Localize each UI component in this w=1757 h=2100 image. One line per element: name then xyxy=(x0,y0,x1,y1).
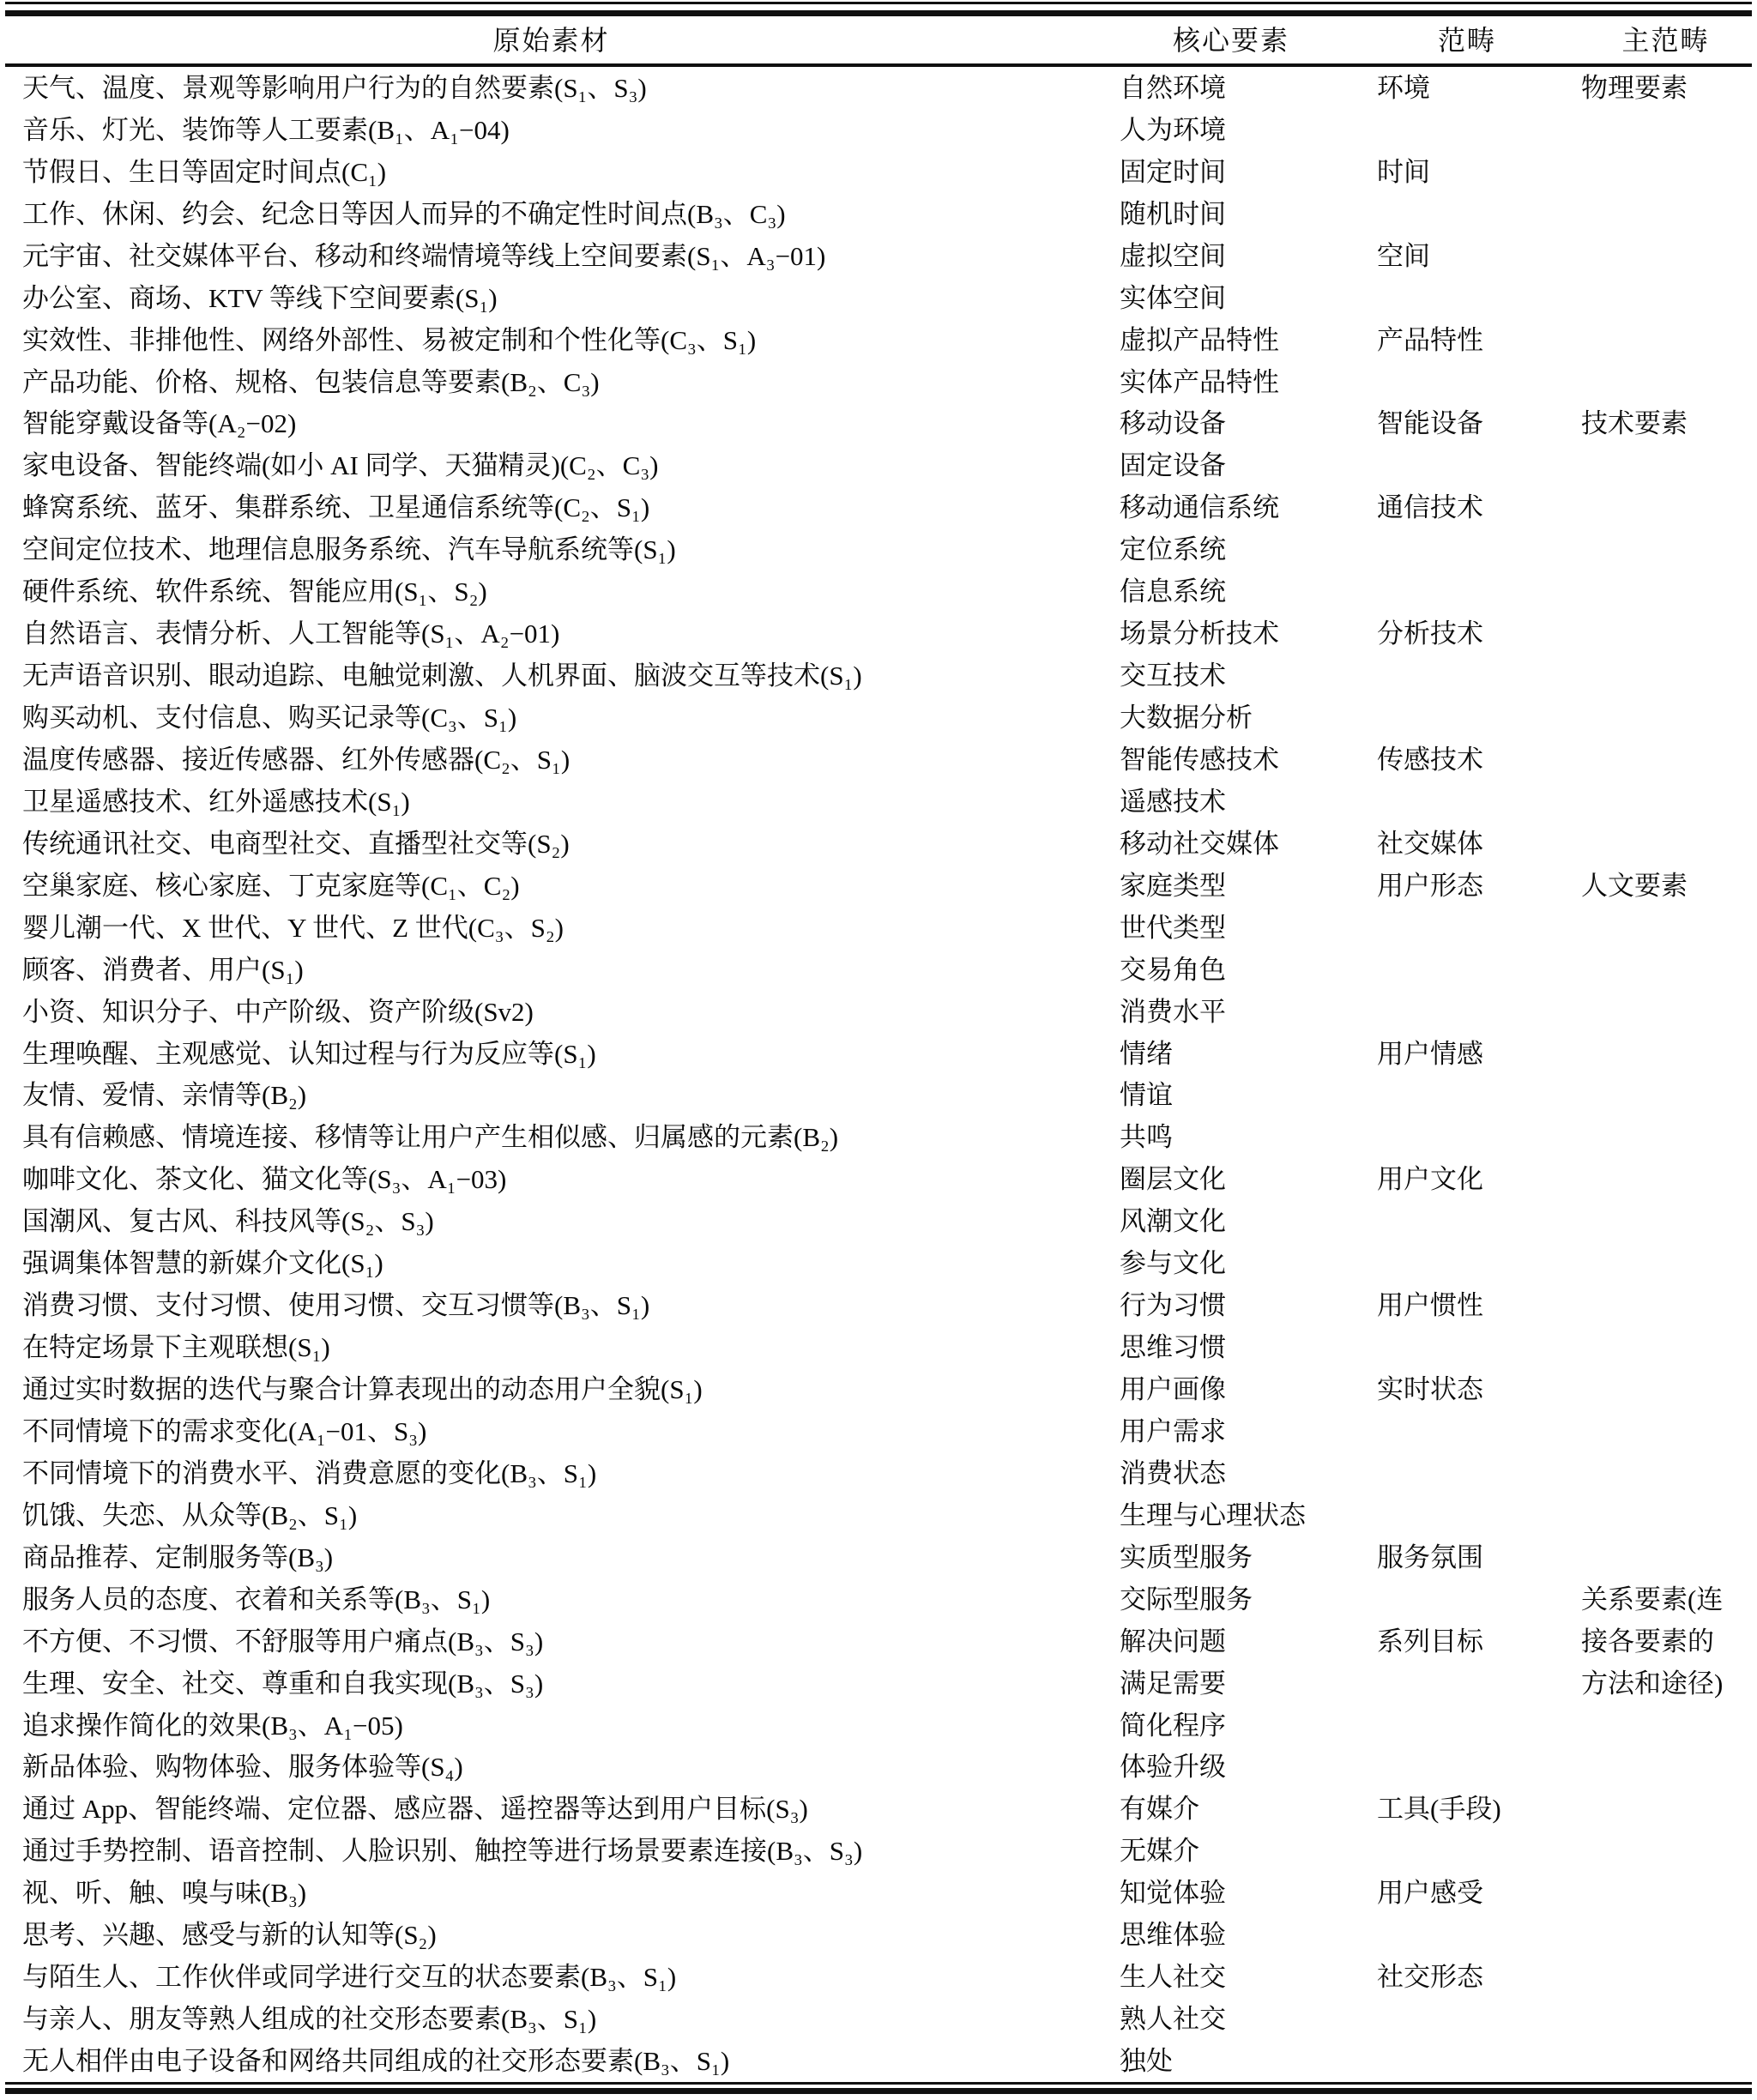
cell-core-element: 简化程序 xyxy=(1120,1710,1226,1741)
cell-core-element: 生人社交 xyxy=(1120,1962,1226,1993)
table-row xyxy=(0,1075,1757,1117)
cell-material: 温度传感器、接近传感器、红外传感器(C₂、S₁) xyxy=(22,744,571,775)
table-row xyxy=(0,1705,1757,1747)
cell-core-element: 解决问题 xyxy=(1120,1626,1226,1656)
table-row xyxy=(0,277,1757,319)
cell-core-element: 移动设备 xyxy=(1120,408,1226,439)
cell-material: 传统通讯社交、电商型社交、直播型社交等(S₂) xyxy=(22,828,570,859)
cell-material: 节假日、生日等固定时间点(C₁) xyxy=(22,156,387,187)
cell-core-element: 独处 xyxy=(1120,2046,1173,2077)
table-row xyxy=(0,739,1757,781)
cell-material: 购买动机、支付信息、购买记录等(C₃、S₁) xyxy=(22,703,517,733)
cell-material: 饥饿、失恋、从众等(B₂、S₁) xyxy=(22,1500,358,1530)
table-row xyxy=(0,991,1757,1033)
cell-core-element: 生理与心理状态 xyxy=(1120,1500,1306,1530)
cell-material: 婴儿潮一代、X 世代、Y 世代、Z 世代(C₃、S₂) xyxy=(22,912,564,943)
cell-category: 工具(手段) xyxy=(1377,1794,1501,1825)
table-row xyxy=(0,1326,1757,1368)
cell-material: 视、听、触、嗅与味(B₃) xyxy=(22,1878,307,1909)
cell-material: 产品功能、价格、规格、包装信息等要素(B₂、C₃) xyxy=(22,366,600,397)
cell-material: 天气、温度、景观等影响用户行为的自然要素(S₁、S₃) xyxy=(22,72,647,103)
table-bottom-rule-thick xyxy=(5,2088,1752,2094)
cell-material: 通过实时数据的迭代与聚合计算表现出的动态用户全貌(S₁) xyxy=(22,1374,703,1405)
cell-material: 思考、兴趣、感受与新的认知等(S₂) xyxy=(22,1920,437,1951)
table-row xyxy=(0,1662,1757,1705)
table-row xyxy=(0,1536,1757,1578)
cell-core-element: 定位系统 xyxy=(1120,534,1226,565)
cell-core-element: 世代类型 xyxy=(1120,912,1226,943)
cell-material: 咖啡文化、茶文化、猫文化等(S₃、A₁−03) xyxy=(22,1164,507,1195)
table-row xyxy=(0,1956,1757,1998)
cell-category: 空间 xyxy=(1377,240,1430,271)
cell-main-category: 人文要素 xyxy=(1581,870,1688,901)
cell-material: 与陌生人、工作伙伴或同学进行交互的状态要素(B₃、S₁) xyxy=(22,1962,677,1993)
cell-material: 商品推荐、定制服务等(B₃) xyxy=(22,1542,334,1572)
cell-material: 国潮风、复古风、科技风等(S₂、S₃) xyxy=(22,1206,434,1237)
cell-material: 蜂窝系统、蓝牙、集群系统、卫星通信系统等(C₂、S₁) xyxy=(22,492,650,523)
cell-core-element: 参与文化 xyxy=(1120,1248,1226,1279)
cell-material: 生理、安全、社交、尊重和自我实现(B₃、S₃) xyxy=(22,1668,544,1699)
cell-main-category: 物理要素 xyxy=(1581,72,1688,103)
cell-core-element: 风潮文化 xyxy=(1120,1206,1226,1237)
table-header-row xyxy=(0,15,1757,62)
table-row xyxy=(0,151,1757,193)
table-row xyxy=(0,1116,1757,1158)
table-row xyxy=(0,361,1757,403)
cell-core-element: 思维习惯 xyxy=(1120,1332,1226,1363)
cell-main-category: 方法和途径) xyxy=(1581,1668,1724,1699)
cell-core-element: 用户画像 xyxy=(1120,1374,1226,1405)
table-row xyxy=(0,1747,1757,1789)
cell-core-element: 满足需要 xyxy=(1120,1668,1226,1699)
cell-material: 通过手势控制、语音控制、人脸识别、触控等进行场景要素连接(B₃、S₃) xyxy=(22,1836,863,1867)
cell-category: 用户形态 xyxy=(1377,870,1483,901)
table-row xyxy=(0,1620,1757,1662)
cell-core-element: 智能传感技术 xyxy=(1120,744,1279,775)
cell-core-element: 交际型服务 xyxy=(1120,1584,1253,1614)
cell-category: 用户惯性 xyxy=(1377,1290,1483,1321)
cell-category: 时间 xyxy=(1377,156,1430,187)
table-bottom-rule-thin xyxy=(5,2082,1752,2085)
table-row xyxy=(0,949,1757,991)
table-row xyxy=(0,1494,1757,1536)
cell-core-element: 交互技术 xyxy=(1120,661,1226,691)
cell-category: 智能设备 xyxy=(1377,408,1483,439)
header-main-category: 主范畴 xyxy=(1621,25,1710,56)
cell-core-element: 大数据分析 xyxy=(1120,703,1253,733)
cell-core-element: 遥感技术 xyxy=(1120,786,1226,817)
cell-core-element: 情绪 xyxy=(1120,1038,1173,1069)
table-row xyxy=(0,823,1757,865)
cell-core-element: 自然环境 xyxy=(1120,72,1226,103)
cell-category: 实时状态 xyxy=(1377,1374,1483,1405)
cell-core-element: 消费状态 xyxy=(1120,1457,1226,1488)
table-row xyxy=(0,319,1757,361)
table-row xyxy=(0,1998,1757,2040)
table-row xyxy=(0,1410,1757,1452)
cell-core-element: 知觉体验 xyxy=(1120,1878,1226,1909)
table-row xyxy=(0,2040,1757,2082)
cell-core-element: 行为习惯 xyxy=(1120,1290,1226,1321)
cell-material: 实效性、非排他性、网络外部性、易被定制和个性化等(C₃、S₁) xyxy=(22,324,757,355)
cell-core-element: 无媒介 xyxy=(1120,1836,1199,1867)
cell-material: 顾客、消费者、用户(S₁) xyxy=(22,954,304,985)
cell-material: 具有信赖感、情境连接、移情等让用户产生相似感、归属感的元素(B₂) xyxy=(22,1122,839,1153)
cell-material: 办公室、商场、KTV 等线下空间要素(S₁) xyxy=(22,282,498,313)
cell-core-element: 信息系统 xyxy=(1120,576,1226,607)
cell-core-element: 交易角色 xyxy=(1120,954,1226,985)
cell-core-element: 移动通信系统 xyxy=(1120,492,1279,523)
cell-main-category: 技术要素 xyxy=(1581,408,1688,439)
cell-category: 分析技术 xyxy=(1377,619,1483,649)
cell-material: 智能穿戴设备等(A₂−02) xyxy=(22,408,297,439)
cell-material: 不同情境下的需求变化(A₁−01、S₃) xyxy=(22,1415,427,1446)
cell-core-element: 熟人社交 xyxy=(1120,2004,1226,2035)
cell-material: 追求操作简化的效果(B₃、A₁−05) xyxy=(22,1710,403,1741)
cell-category: 通信技术 xyxy=(1377,492,1483,523)
cell-category: 社交媒体 xyxy=(1377,828,1483,859)
cell-core-element: 实体产品特性 xyxy=(1120,366,1279,397)
table-row xyxy=(0,1368,1757,1410)
cell-material: 硬件系统、软件系统、智能应用(S₁、S₂) xyxy=(22,576,487,607)
cell-category: 产品特性 xyxy=(1377,324,1483,355)
cell-core-element: 移动社交媒体 xyxy=(1120,828,1279,859)
cell-material: 友情、爱情、亲情等(B₂) xyxy=(22,1080,307,1111)
cell-core-element: 用户需求 xyxy=(1120,1415,1226,1446)
cell-core-element: 圈层文化 xyxy=(1120,1164,1226,1195)
cell-material: 小资、知识分子、中产阶级、资产阶级(Sv2) xyxy=(22,996,534,1027)
table-row xyxy=(0,109,1757,151)
cell-material: 新品体验、购物体验、服务体验等(S₄) xyxy=(22,1752,463,1783)
cell-category: 用户文化 xyxy=(1377,1164,1483,1195)
cell-material: 生理唤醒、主观感觉、认知过程与行为反应等(S₁) xyxy=(22,1038,596,1069)
table-row xyxy=(0,1284,1757,1326)
cell-core-element: 虚拟产品特性 xyxy=(1120,324,1279,355)
cell-main-category: 接各要素的 xyxy=(1581,1626,1714,1656)
table-row xyxy=(0,1452,1757,1494)
table-row xyxy=(0,865,1757,907)
cell-core-element: 固定时间 xyxy=(1120,156,1226,187)
cell-material: 空巢家庭、核心家庭、丁克家庭等(C₁、C₂) xyxy=(22,870,520,901)
table-row xyxy=(0,1914,1757,1956)
table-row xyxy=(0,1578,1757,1620)
table-row xyxy=(0,655,1757,697)
cell-material: 自然语言、表情分析、人工智能等(S₁、A₂−01) xyxy=(22,619,560,649)
cell-material: 消费习惯、支付习惯、使用习惯、交互习惯等(B₃、S₁) xyxy=(22,1290,650,1321)
cell-category: 社交形态 xyxy=(1377,1962,1483,1993)
table-row xyxy=(0,1872,1757,1914)
cell-core-element: 消费水平 xyxy=(1120,996,1226,1027)
table-row xyxy=(0,403,1757,445)
table-row xyxy=(0,67,1757,109)
cell-material: 工作、休闲、约会、纪念日等因人而异的不确定性时间点(B₃、C₃) xyxy=(22,198,786,229)
table-body xyxy=(0,67,1757,2082)
table-row xyxy=(0,1033,1757,1075)
cell-core-element: 随机时间 xyxy=(1120,198,1226,229)
cell-material: 不方便、不习惯、不舒服等用户痛点(B₃、S₃) xyxy=(22,1626,544,1656)
header-core-element: 核心要素 xyxy=(1172,25,1289,56)
table-row xyxy=(0,1830,1757,1872)
table-row xyxy=(0,193,1757,235)
table-row xyxy=(0,444,1757,486)
cell-core-element: 思维体验 xyxy=(1120,1920,1226,1951)
cell-core-element: 实体空间 xyxy=(1120,282,1226,313)
table-row xyxy=(0,1158,1757,1200)
cell-core-element: 实质型服务 xyxy=(1120,1542,1253,1572)
cell-core-element: 虚拟空间 xyxy=(1120,240,1226,271)
cell-material: 强调集体智慧的新媒介文化(S₁) xyxy=(22,1248,383,1279)
cell-main-category: 关系要素(连 xyxy=(1581,1584,1724,1614)
table-row xyxy=(0,235,1757,277)
cell-material: 不同情境下的消费水平、消费意愿的变化(B₃、S₁) xyxy=(22,1457,597,1488)
cell-material: 无人相伴由电子设备和网络共同组成的社交形态要素(B₃、S₁) xyxy=(22,2046,730,2077)
cell-material: 音乐、灯光、装饰等人工要素(B₁、A₁−04) xyxy=(22,114,510,145)
table-row xyxy=(0,697,1757,739)
table-row xyxy=(0,1200,1757,1242)
cell-material: 通过 App、智能终端、定位器、感应器、遥控器等达到用户目标(S₃) xyxy=(22,1794,808,1825)
cell-core-element: 固定设备 xyxy=(1120,450,1226,481)
cell-category: 环境 xyxy=(1377,72,1430,103)
cell-material: 与亲人、朋友等熟人组成的社交形态要素(B₃、S₁) xyxy=(22,2004,597,2035)
cell-material: 空间定位技术、地理信息服务系统、汽车导航系统等(S₁) xyxy=(22,534,676,565)
cell-material: 家电设备、智能终端(如小 AI 同学、天猫精灵)(C₂、C₃) xyxy=(22,450,659,481)
header-material: 原始素材 xyxy=(492,25,610,56)
cell-core-element: 情谊 xyxy=(1120,1080,1173,1111)
table-top-rule-thin xyxy=(5,2,1752,4)
cell-category: 系列目标 xyxy=(1377,1626,1483,1656)
cell-core-element: 体验升级 xyxy=(1120,1752,1226,1783)
table-row xyxy=(0,1788,1757,1830)
table-row xyxy=(0,486,1757,528)
cell-material: 在特定场景下主观联想(S₁) xyxy=(22,1332,330,1363)
cell-category: 用户感受 xyxy=(1377,1878,1483,1909)
cell-material: 元宇宙、社交媒体平台、移动和终端情境等线上空间要素(S₁、A₃−01) xyxy=(22,240,826,271)
table-row xyxy=(0,528,1757,570)
table-row xyxy=(0,570,1757,612)
table-row xyxy=(0,781,1757,823)
cell-material: 无声语音识别、眼动追踪、电触觉刺激、人机界面、脑波交互等技术(S₁) xyxy=(22,661,862,691)
cell-core-element: 家庭类型 xyxy=(1120,870,1226,901)
cell-material: 卫星遥感技术、红外遥感技术(S₁) xyxy=(22,786,410,817)
header-category: 范畴 xyxy=(1437,25,1496,56)
table-row xyxy=(0,907,1757,949)
cell-category: 传感技术 xyxy=(1377,744,1483,775)
cell-category: 用户情感 xyxy=(1377,1038,1483,1069)
cell-material: 服务人员的态度、衣着和关系等(B₃、S₁) xyxy=(22,1584,491,1614)
cell-core-element: 共鸣 xyxy=(1120,1122,1173,1153)
table-row xyxy=(0,1242,1757,1284)
table-row xyxy=(0,612,1757,655)
cell-core-element: 人为环境 xyxy=(1120,114,1226,145)
cell-core-element: 场景分析技术 xyxy=(1120,619,1279,649)
cell-category: 服务氛围 xyxy=(1377,1542,1483,1572)
cell-core-element: 有媒介 xyxy=(1120,1794,1199,1825)
